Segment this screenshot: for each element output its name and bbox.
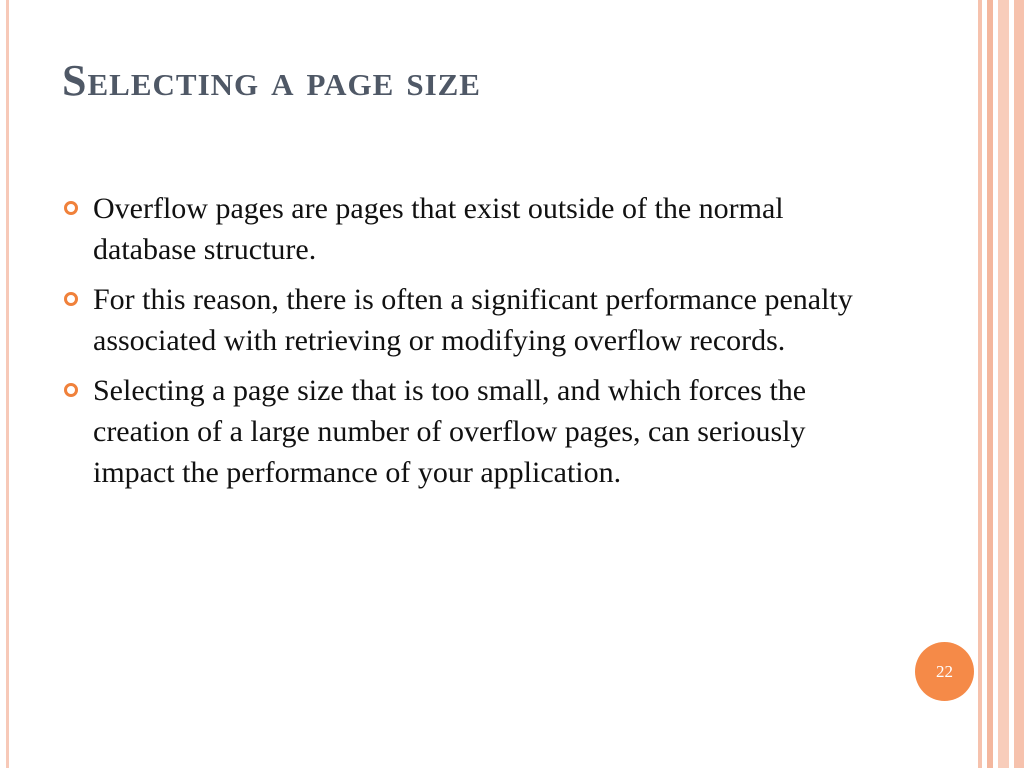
decorative-stripe	[998, 0, 1009, 768]
page-number: 22	[936, 661, 953, 681]
decorative-stripe	[1014, 0, 1024, 768]
bullet-item	[62, 279, 892, 361]
circle-bullet-icon	[64, 292, 78, 306]
bullet-text: Selecting a page size that is too small, and which forces the creation of a large number of overflow pages, can seriously impact the performance of your application.	[93, 374, 807, 489]
circle-bullet-icon	[64, 201, 78, 215]
decorative-stripe	[987, 0, 993, 768]
page-number-badge	[915, 642, 974, 701]
bullet-text: Overflow pages are pages that exist outside of the normal database structure.	[93, 192, 784, 266]
slide-title: Selecting a page size	[62, 56, 481, 105]
left-border	[6, 0, 9, 768]
bullet-list	[62, 188, 892, 502]
bullet-item	[62, 370, 892, 493]
decorative-stripe	[978, 0, 982, 768]
circle-bullet-icon	[64, 383, 78, 397]
bullet-item	[62, 188, 892, 270]
bullet-text: For this reason, there is often a significant performance penalty associated with retrieving or modifying overflow records.	[93, 283, 853, 357]
